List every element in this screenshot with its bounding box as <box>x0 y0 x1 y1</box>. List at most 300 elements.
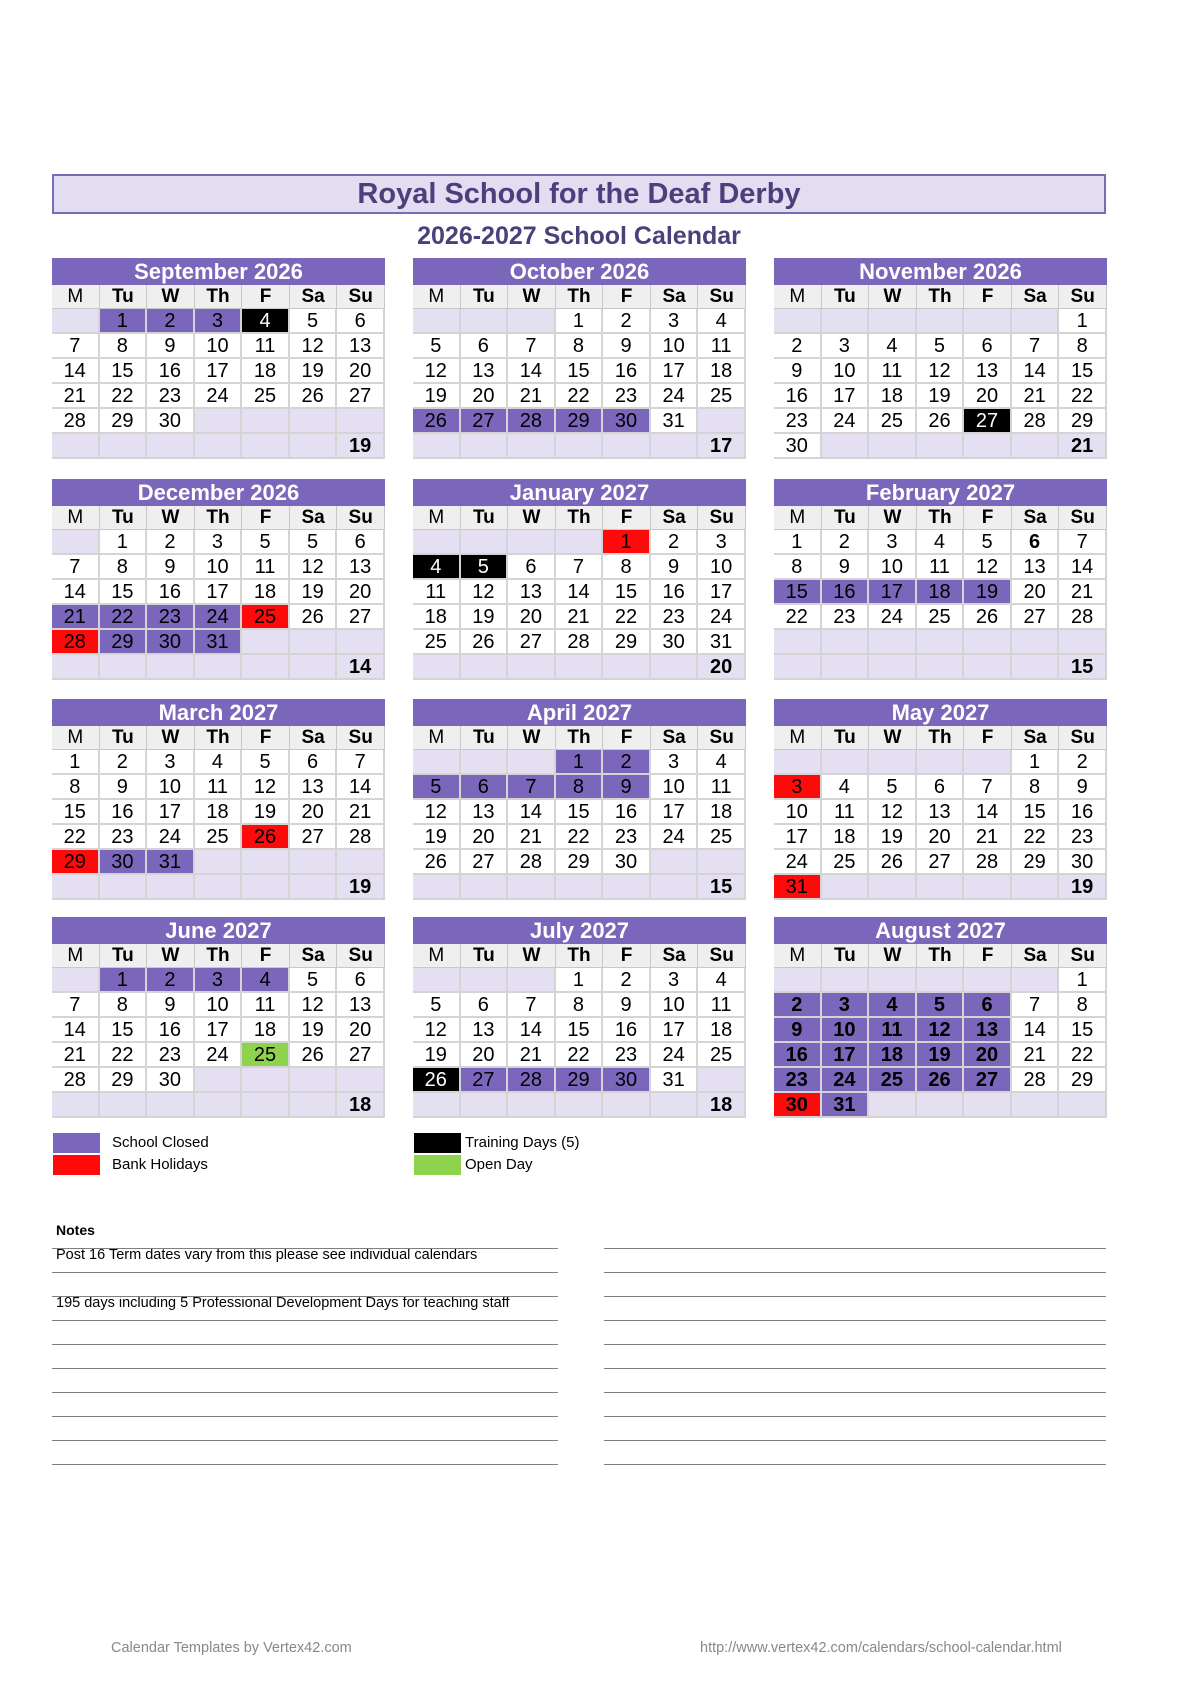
weekday-header: Sa <box>1012 285 1060 309</box>
weekday-header: Sa <box>1012 944 1060 968</box>
day-cell: 27 <box>964 409 1012 434</box>
weekday-header: M <box>52 944 100 968</box>
day-cell: 27 <box>461 409 509 434</box>
day-cell: 14 <box>52 580 100 605</box>
day-cell: 25 <box>698 1043 746 1068</box>
weekday-header: Su <box>337 944 385 968</box>
day-cell: 31 <box>195 630 243 655</box>
weekday-header: F <box>603 506 651 530</box>
day-cell: 9 <box>603 993 651 1018</box>
month-total-days: 20 <box>698 655 746 680</box>
day-cell: 23 <box>1059 825 1107 850</box>
empty-day-cell <box>413 875 461 900</box>
day-cell: 7 <box>964 775 1012 800</box>
day-cell: 8 <box>100 993 148 1018</box>
day-cell: 19 <box>461 605 509 630</box>
note-rule-line <box>52 1248 558 1249</box>
weekday-header: Su <box>337 506 385 530</box>
empty-day-cell <box>651 655 699 680</box>
day-cell: 12 <box>917 359 965 384</box>
day-cell: 3 <box>147 750 195 775</box>
day-cell: 26 <box>242 825 290 850</box>
month-total-days: 15 <box>1059 655 1107 680</box>
day-cell: 18 <box>195 800 243 825</box>
day-cell: 16 <box>100 800 148 825</box>
empty-day-cell <box>147 655 195 680</box>
day-cell: 28 <box>1012 409 1060 434</box>
day-cell: 30 <box>1059 850 1107 875</box>
note-rule-line <box>604 1440 1106 1441</box>
day-cell: 13 <box>290 775 338 800</box>
day-cell: 30 <box>147 1068 195 1093</box>
weekday-header: Su <box>1059 726 1107 750</box>
day-cell: 8 <box>52 775 100 800</box>
day-cell: 1 <box>774 530 822 555</box>
day-cell: 3 <box>195 530 243 555</box>
notes-title: Notes <box>56 1222 95 1238</box>
day-cell: 10 <box>774 800 822 825</box>
empty-day-cell <box>461 309 509 334</box>
weekday-header: W <box>147 285 195 309</box>
weekday-header: M <box>774 726 822 750</box>
day-cell: 29 <box>603 630 651 655</box>
day-cell: 7 <box>1012 993 1060 1018</box>
day-cell: 24 <box>822 409 870 434</box>
month-october-2026 <box>413 258 746 459</box>
day-cell: 3 <box>774 775 822 800</box>
day-cell: 13 <box>508 580 556 605</box>
day-cell: 1 <box>603 530 651 555</box>
empty-day-cell <box>774 630 822 655</box>
day-cell: 19 <box>917 1043 965 1068</box>
empty-day-cell <box>413 309 461 334</box>
empty-day-cell <box>774 750 822 775</box>
day-cell: 29 <box>52 850 100 875</box>
day-cell: 21 <box>52 1043 100 1068</box>
weekday-header: Th <box>917 944 965 968</box>
day-cell: 3 <box>195 968 243 993</box>
empty-day-cell <box>413 968 461 993</box>
day-cell: 6 <box>461 775 509 800</box>
empty-day-cell <box>461 875 509 900</box>
day-cell: 10 <box>195 334 243 359</box>
weekday-header: M <box>413 285 461 309</box>
weekday-header: W <box>508 506 556 530</box>
empty-day-cell <box>461 750 509 775</box>
day-cell: 28 <box>52 630 100 655</box>
day-cell: 12 <box>242 775 290 800</box>
day-cell: 25 <box>822 850 870 875</box>
month-header: December 2026 <box>52 479 385 506</box>
day-cell: 5 <box>290 530 338 555</box>
day-cell: 25 <box>917 605 965 630</box>
weekday-header: F <box>242 506 290 530</box>
day-cell: 16 <box>147 1018 195 1043</box>
day-cell: 11 <box>698 993 746 1018</box>
month-grid <box>413 726 746 900</box>
day-cell: 30 <box>603 409 651 434</box>
month-header: July 2027 <box>413 917 746 944</box>
day-cell: 26 <box>290 384 338 409</box>
empty-day-cell <box>413 530 461 555</box>
day-cell: 23 <box>147 1043 195 1068</box>
month-grid <box>52 944 385 1118</box>
month-april-2027 <box>413 699 746 900</box>
day-cell: 26 <box>413 850 461 875</box>
day-cell: 17 <box>195 1018 243 1043</box>
day-cell: 15 <box>1012 800 1060 825</box>
note-line-2: 195 days including 5 Professional Development Days for teaching staff <box>56 1295 510 1311</box>
day-cell: 19 <box>964 580 1012 605</box>
day-cell: 20 <box>461 825 509 850</box>
empty-day-cell <box>1012 630 1060 655</box>
day-cell: 24 <box>195 1043 243 1068</box>
weekday-header: Th <box>917 285 965 309</box>
empty-day-cell <box>508 875 556 900</box>
empty-day-cell <box>822 434 870 459</box>
day-cell: 10 <box>651 775 699 800</box>
day-cell: 9 <box>1059 775 1107 800</box>
day-cell: 14 <box>337 775 385 800</box>
day-cell: 5 <box>964 530 1012 555</box>
empty-day-cell <box>508 434 556 459</box>
day-cell: 17 <box>195 580 243 605</box>
empty-day-cell <box>508 309 556 334</box>
empty-day-cell <box>1012 875 1060 900</box>
note-rule-line <box>604 1296 1106 1297</box>
day-cell: 16 <box>603 800 651 825</box>
day-cell: 28 <box>964 850 1012 875</box>
day-cell: 26 <box>290 1043 338 1068</box>
day-cell: 12 <box>413 800 461 825</box>
day-cell: 15 <box>556 1018 604 1043</box>
day-cell: 9 <box>651 555 699 580</box>
day-cell: 10 <box>869 555 917 580</box>
empty-day-cell <box>651 875 699 900</box>
day-cell: 21 <box>52 384 100 409</box>
day-cell: 21 <box>964 825 1012 850</box>
empty-day-cell <box>195 1068 243 1093</box>
day-cell: 30 <box>603 1068 651 1093</box>
day-cell: 28 <box>508 1068 556 1093</box>
empty-day-cell <box>698 1068 746 1093</box>
day-cell: 25 <box>698 825 746 850</box>
day-cell: 19 <box>869 825 917 850</box>
empty-day-cell <box>869 875 917 900</box>
day-cell: 14 <box>508 359 556 384</box>
empty-day-cell <box>52 434 100 459</box>
day-cell: 23 <box>603 825 651 850</box>
day-cell: 10 <box>195 555 243 580</box>
day-cell: 18 <box>413 605 461 630</box>
day-cell: 22 <box>100 1043 148 1068</box>
day-cell: 2 <box>603 750 651 775</box>
weekday-header: Su <box>698 506 746 530</box>
day-cell: 13 <box>461 800 509 825</box>
day-cell: 8 <box>603 555 651 580</box>
day-cell: 3 <box>698 530 746 555</box>
empty-day-cell <box>461 530 509 555</box>
empty-day-cell <box>1012 434 1060 459</box>
day-cell: 26 <box>917 1068 965 1093</box>
note-rule-line <box>604 1368 1106 1369</box>
day-cell: 6 <box>964 993 1012 1018</box>
day-cell: 13 <box>1012 555 1060 580</box>
day-cell: 14 <box>1012 359 1060 384</box>
day-cell: 20 <box>917 825 965 850</box>
day-cell: 11 <box>242 993 290 1018</box>
day-cell: 22 <box>1059 1043 1107 1068</box>
day-cell: 24 <box>195 384 243 409</box>
month-header: August 2027 <box>774 917 1107 944</box>
day-cell: 17 <box>698 580 746 605</box>
day-cell: 26 <box>917 409 965 434</box>
day-cell: 28 <box>52 409 100 434</box>
day-cell: 17 <box>195 359 243 384</box>
empty-day-cell <box>964 434 1012 459</box>
weekday-header: M <box>774 285 822 309</box>
day-cell: 23 <box>822 605 870 630</box>
empty-day-cell <box>603 875 651 900</box>
empty-day-cell <box>917 968 965 993</box>
day-cell: 10 <box>651 334 699 359</box>
day-cell: 29 <box>100 1068 148 1093</box>
empty-day-cell <box>195 850 243 875</box>
empty-day-cell <box>869 750 917 775</box>
day-cell: 12 <box>917 1018 965 1043</box>
day-cell: 30 <box>774 434 822 459</box>
day-cell: 14 <box>964 800 1012 825</box>
day-cell: 28 <box>337 825 385 850</box>
note-rule-line <box>604 1248 1106 1249</box>
month-header: November 2026 <box>774 258 1107 285</box>
empty-day-cell <box>603 655 651 680</box>
day-cell: 25 <box>242 384 290 409</box>
day-cell: 5 <box>290 968 338 993</box>
empty-day-cell <box>52 968 100 993</box>
day-cell: 10 <box>651 993 699 1018</box>
empty-day-cell <box>508 750 556 775</box>
empty-day-cell <box>964 875 1012 900</box>
empty-day-cell <box>52 1093 100 1118</box>
day-cell: 19 <box>917 384 965 409</box>
day-cell: 28 <box>508 850 556 875</box>
day-cell: 20 <box>461 1043 509 1068</box>
day-cell: 31 <box>822 1093 870 1118</box>
day-cell: 8 <box>774 555 822 580</box>
day-cell: 11 <box>698 334 746 359</box>
day-cell: 5 <box>413 334 461 359</box>
day-cell: 10 <box>822 1018 870 1043</box>
day-cell: 19 <box>413 825 461 850</box>
day-cell: 7 <box>556 555 604 580</box>
day-cell: 16 <box>774 384 822 409</box>
day-cell: 27 <box>461 850 509 875</box>
empty-day-cell <box>195 1093 243 1118</box>
day-cell: 15 <box>556 800 604 825</box>
day-cell: 6 <box>337 309 385 334</box>
day-cell: 8 <box>556 775 604 800</box>
month-november-2026 <box>774 258 1107 459</box>
day-cell: 13 <box>964 359 1012 384</box>
month-header: February 2027 <box>774 479 1107 506</box>
empty-day-cell <box>242 1093 290 1118</box>
day-cell: 29 <box>1012 850 1060 875</box>
empty-day-cell <box>413 655 461 680</box>
month-grid <box>52 285 385 459</box>
day-cell: 6 <box>337 530 385 555</box>
weekday-header: Sa <box>1012 506 1060 530</box>
empty-day-cell <box>774 968 822 993</box>
day-cell: 16 <box>603 359 651 384</box>
legend-swatch-bank-holidays <box>53 1155 100 1175</box>
day-cell: 12 <box>964 555 1012 580</box>
empty-day-cell <box>1012 1093 1060 1118</box>
empty-day-cell <box>508 530 556 555</box>
note-rule-line <box>52 1416 558 1417</box>
day-cell: 30 <box>603 850 651 875</box>
day-cell: 2 <box>147 309 195 334</box>
day-cell: 1 <box>100 530 148 555</box>
day-cell: 12 <box>290 334 338 359</box>
day-cell: 10 <box>698 555 746 580</box>
day-cell: 20 <box>964 384 1012 409</box>
day-cell: 12 <box>290 555 338 580</box>
day-cell: 30 <box>651 630 699 655</box>
day-cell: 19 <box>290 580 338 605</box>
day-cell: 18 <box>242 1018 290 1043</box>
legend-swatch-open-day <box>414 1155 461 1175</box>
day-cell: 12 <box>413 1018 461 1043</box>
day-cell: 14 <box>52 359 100 384</box>
day-cell: 24 <box>774 850 822 875</box>
month-header: October 2026 <box>413 258 746 285</box>
day-cell: 14 <box>1059 555 1107 580</box>
day-cell: 24 <box>195 605 243 630</box>
day-cell: 2 <box>147 968 195 993</box>
empty-day-cell <box>195 409 243 434</box>
day-cell: 17 <box>651 359 699 384</box>
day-cell: 21 <box>1059 580 1107 605</box>
month-grid <box>52 506 385 680</box>
weekday-header: Th <box>556 726 604 750</box>
day-cell: 6 <box>337 968 385 993</box>
empty-day-cell <box>822 875 870 900</box>
empty-day-cell <box>100 875 148 900</box>
day-cell: 23 <box>147 384 195 409</box>
note-rule-line <box>604 1344 1106 1345</box>
empty-day-cell <box>337 630 385 655</box>
day-cell: 25 <box>242 605 290 630</box>
day-cell: 11 <box>698 775 746 800</box>
day-cell: 9 <box>100 775 148 800</box>
day-cell: 4 <box>698 309 746 334</box>
day-cell: 22 <box>556 1043 604 1068</box>
day-cell: 11 <box>822 800 870 825</box>
weekday-header: Tu <box>100 506 148 530</box>
day-cell: 7 <box>508 993 556 1018</box>
weekday-header: Th <box>556 506 604 530</box>
empty-day-cell <box>508 968 556 993</box>
day-cell: 4 <box>822 775 870 800</box>
day-cell: 3 <box>195 309 243 334</box>
weekday-header: Th <box>556 944 604 968</box>
month-august-2027 <box>774 917 1107 1118</box>
day-cell: 11 <box>869 359 917 384</box>
day-cell: 31 <box>651 1068 699 1093</box>
day-cell: 2 <box>774 993 822 1018</box>
day-cell: 10 <box>147 775 195 800</box>
empty-day-cell <box>290 655 338 680</box>
empty-day-cell <box>822 309 870 334</box>
day-cell: 29 <box>556 1068 604 1093</box>
note-rule-line <box>604 1416 1106 1417</box>
day-cell: 25 <box>698 384 746 409</box>
day-cell: 13 <box>461 359 509 384</box>
day-cell: 1 <box>100 968 148 993</box>
day-cell: 27 <box>290 825 338 850</box>
legend-label-school-closed: School Closed <box>112 1134 209 1151</box>
day-cell: 9 <box>147 555 195 580</box>
day-cell: 25 <box>242 1043 290 1068</box>
day-cell: 13 <box>917 800 965 825</box>
day-cell: 7 <box>508 775 556 800</box>
day-cell: 11 <box>413 580 461 605</box>
day-cell: 10 <box>195 993 243 1018</box>
empty-day-cell <box>869 434 917 459</box>
day-cell: 26 <box>869 850 917 875</box>
day-cell: 19 <box>290 1018 338 1043</box>
day-cell: 15 <box>100 580 148 605</box>
weekday-header: Su <box>698 726 746 750</box>
day-cell: 7 <box>52 993 100 1018</box>
day-cell: 13 <box>337 555 385 580</box>
day-cell: 11 <box>242 555 290 580</box>
month-june-2027 <box>52 917 385 1118</box>
footer-url: http://www.vertex42.com/calendars/school-calendar.html <box>700 1640 1062 1656</box>
empty-day-cell <box>290 434 338 459</box>
empty-day-cell <box>869 655 917 680</box>
day-cell: 5 <box>242 530 290 555</box>
empty-day-cell <box>603 1093 651 1118</box>
empty-day-cell <box>290 875 338 900</box>
day-cell: 15 <box>100 359 148 384</box>
day-cell: 1 <box>100 309 148 334</box>
day-cell: 30 <box>147 630 195 655</box>
empty-day-cell <box>100 1093 148 1118</box>
month-grid <box>774 506 1107 680</box>
day-cell: 2 <box>603 968 651 993</box>
empty-day-cell <box>917 655 965 680</box>
day-cell: 4 <box>869 334 917 359</box>
weekday-header: W <box>869 726 917 750</box>
day-cell: 4 <box>917 530 965 555</box>
day-cell: 29 <box>556 850 604 875</box>
day-cell: 20 <box>337 580 385 605</box>
day-cell: 12 <box>290 993 338 1018</box>
day-cell: 27 <box>964 1068 1012 1093</box>
day-cell: 9 <box>774 1018 822 1043</box>
day-cell: 4 <box>698 750 746 775</box>
day-cell: 12 <box>869 800 917 825</box>
weekday-header: M <box>774 506 822 530</box>
day-cell: 27 <box>1012 605 1060 630</box>
day-cell: 22 <box>52 825 100 850</box>
empty-day-cell <box>774 309 822 334</box>
empty-day-cell <box>1059 630 1107 655</box>
day-cell: 27 <box>337 1043 385 1068</box>
day-cell: 17 <box>147 800 195 825</box>
